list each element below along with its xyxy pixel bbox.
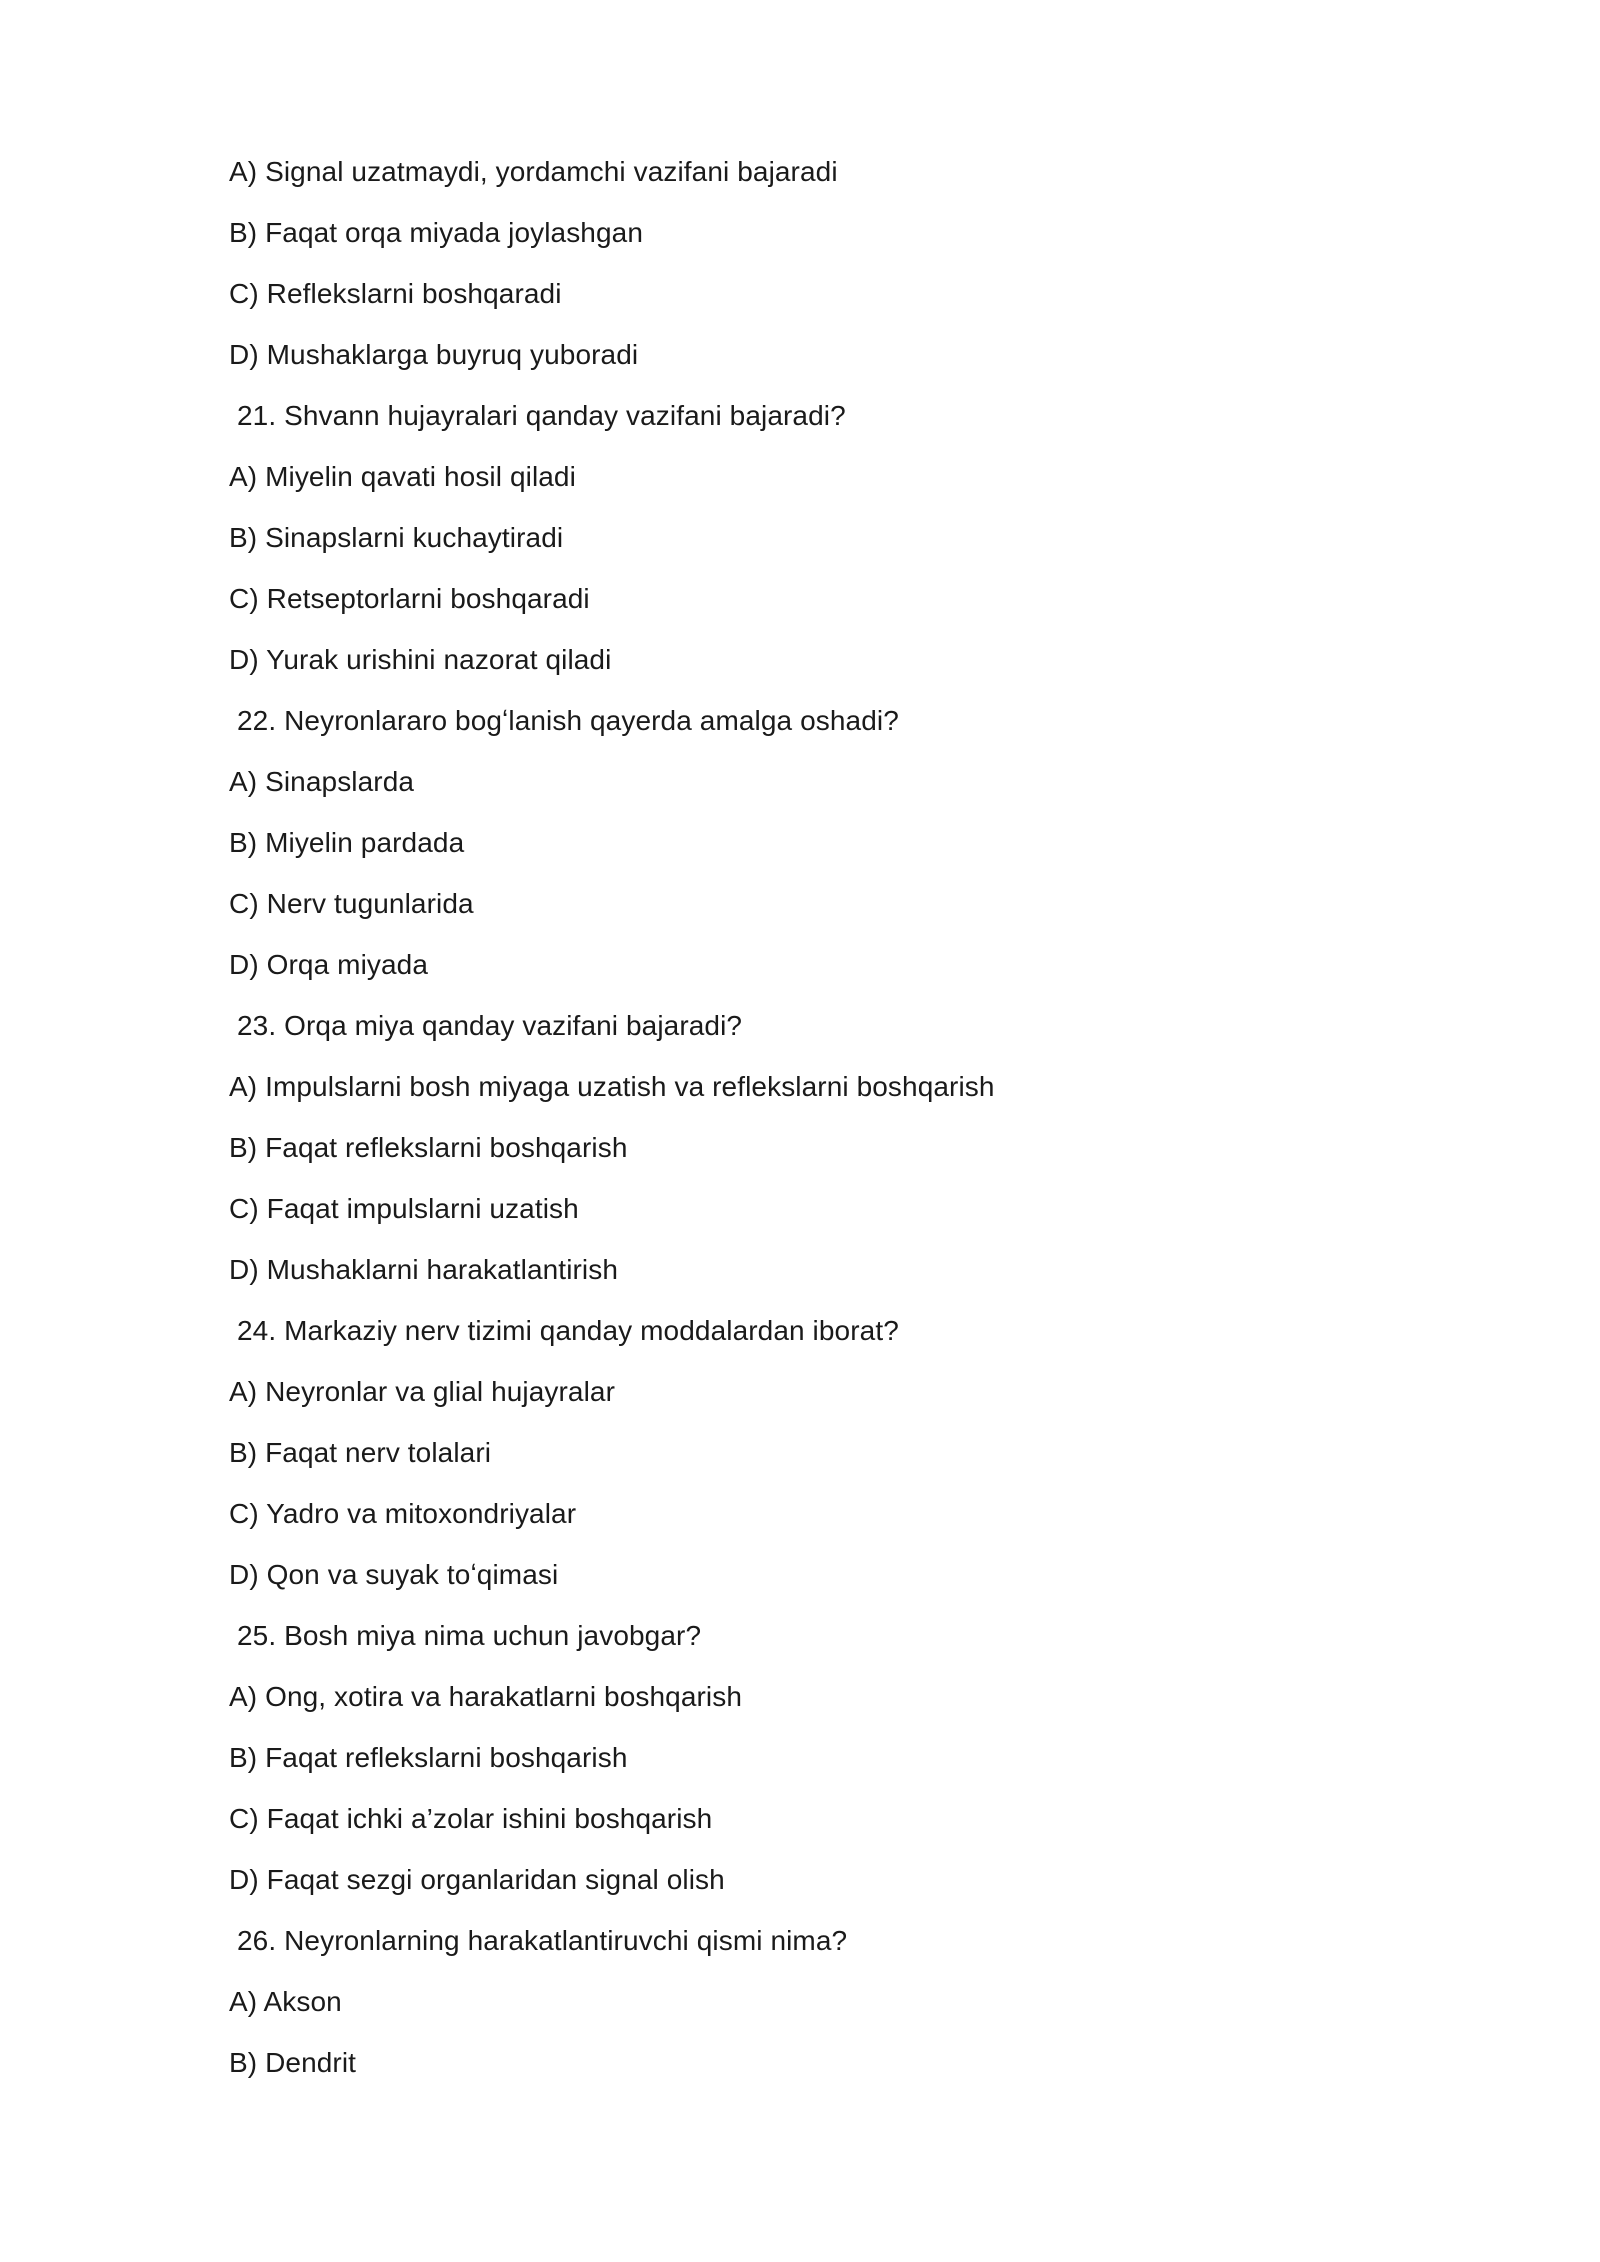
answer-option-line: A) Impulslarni bosh miyaga uzatish va reflekslarni boshqarish	[229, 1071, 995, 1102]
answer-option-line: B) Miyelin pardada	[229, 827, 465, 858]
question-line: 22. Neyronlararo bogʻlanish qayerda amalga oshadi?	[237, 705, 899, 736]
answer-option-line: B) Faqat orqa miyada joylashgan	[229, 217, 643, 248]
answer-option-line: D) Qon va suyak toʻqimasi	[229, 1559, 559, 1590]
answer-option-line: A) Signal uzatmaydi, yordamchi vazifani bajaradi	[229, 156, 838, 187]
answer-option-line: A) Akson	[229, 1986, 342, 2017]
answer-option-line: A) Ong, xotira va harakatlarni boshqarish	[229, 1681, 743, 1712]
question-line: 21. Shvann hujayralari qanday vazifani bajaradi?	[237, 400, 846, 431]
answer-option-line: B) Faqat nerv tolalari	[229, 1437, 492, 1468]
answer-option-line: A) Miyelin qavati hosil qiladi	[229, 461, 576, 492]
question-line: 25. Bosh miya nima uchun javobgar?	[237, 1620, 702, 1651]
answer-option-line: B) Faqat reflekslarni boshqarish	[229, 1742, 628, 1773]
answer-option-line: D) Orqa miyada	[229, 949, 429, 980]
answer-option-line: A) Neyronlar va glial hujayralar	[229, 1376, 616, 1407]
document-body	[229, 148, 1429, 2100]
answer-option-line: C) Faqat impulslarni uzatish	[229, 1193, 579, 1224]
answer-option-line: C) Nerv tugunlarida	[229, 888, 474, 919]
question-line: 24. Markaziy nerv tizimi qanday moddalardan iborat?	[237, 1315, 899, 1346]
answer-option-line: D) Mushaklarni harakatlantirish	[229, 1254, 619, 1285]
question-line: 23. Orqa miya qanday vazifani bajaradi?	[237, 1010, 743, 1041]
answer-option-line: D) Mushaklarga buyruq yuboradi	[229, 339, 639, 370]
answer-option-line: D) Yurak urishini nazorat qiladi	[229, 644, 612, 675]
answer-option-line: C) Retseptorlarni boshqaradi	[229, 583, 590, 614]
answer-option-line: C) Faqat ichki a’zolar ishini boshqarish	[229, 1803, 713, 1834]
answer-option-line: C) Yadro va mitoxondriyalar	[229, 1498, 577, 1529]
answer-option-line: B) Sinapslarni kuchaytiradi	[229, 522, 564, 553]
answer-option-line: B) Dendrit	[229, 2047, 357, 2078]
answer-option-line: C) Reflekslarni boshqaradi	[229, 278, 562, 309]
question-line: 26. Neyronlarning harakatlantiruvchi qismi nima?	[237, 1925, 848, 1956]
answer-option-line: A) Sinapslarda	[229, 766, 415, 797]
answer-option-line: D) Faqat sezgi organlaridan signal olish	[229, 1864, 725, 1895]
answer-option-line: B) Faqat reflekslarni boshqarish	[229, 1132, 628, 1163]
